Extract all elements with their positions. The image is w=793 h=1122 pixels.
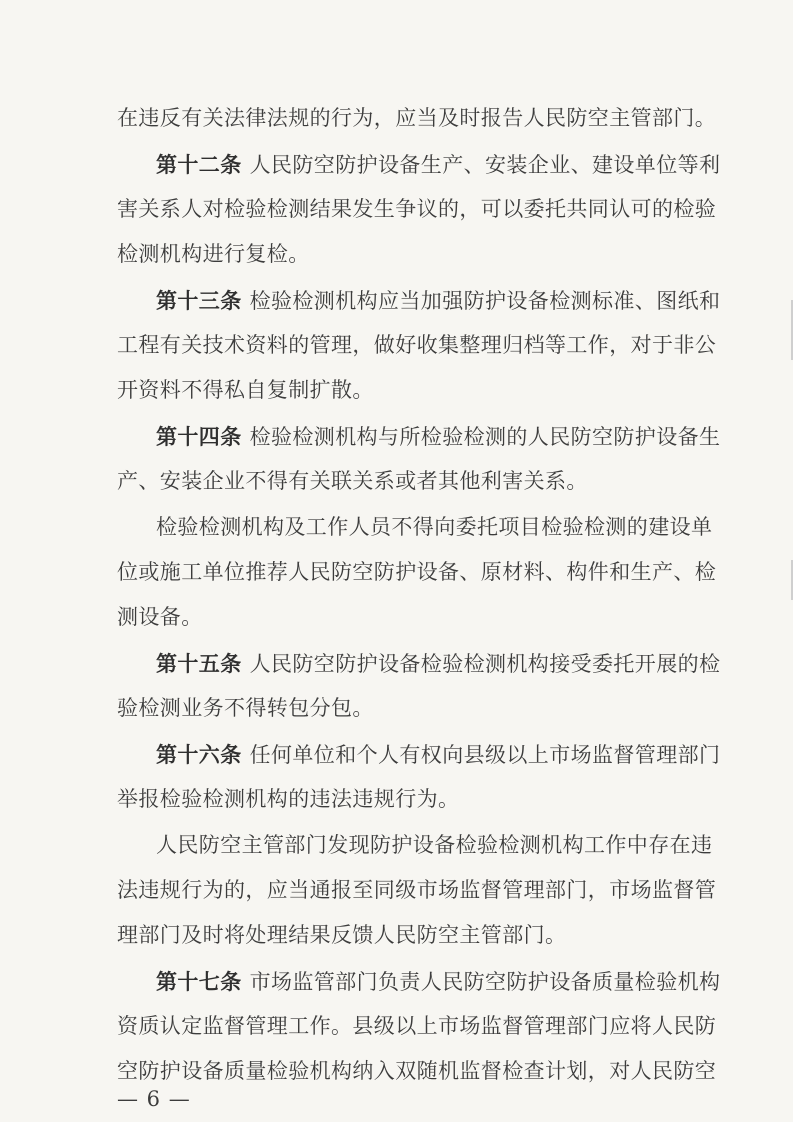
article-heading: 第十四条 <box>156 424 242 449</box>
text-line: 人民防空主管部门发现防护设备检验检测机构工作中存在违 <box>156 833 713 857</box>
text-line: 资质认定监督管理工作。县级以上市场监督管理部门应将人民防 <box>117 1014 717 1038</box>
article-16-line-1: 第十六条 任何单位和个人有权向县级以上市场监督管理部门 <box>156 742 721 767</box>
text-line: 检验检测机构及工作人员不得向委托项目检验检测的建设单 <box>156 515 713 539</box>
text-line: 位或施工单位推荐人民防空防护设备、原材料、构件和生产、检 <box>117 560 717 584</box>
text-line: 在违反有关法律法规的行为，应当及时报告人民防空主管部门。 <box>117 106 717 130</box>
article-14-line-1: 第十四条 检验检测机构与所检验检测的人民防空防护设备生 <box>156 424 721 449</box>
text-line: 理部门及时将处理结果反馈人民防空主管部门。 <box>117 923 567 947</box>
text-line: 测设备。 <box>117 605 203 629</box>
text-line: 举报检验检测机构的违法违规行为。 <box>117 787 460 811</box>
article-heading: 第十三条 <box>156 288 242 313</box>
text-line: 开资料不得私自复制扩散。 <box>117 378 374 402</box>
article-heading: 第十七条 <box>156 969 242 994</box>
text-line: 法违规行为的，应当通报至同级市场监督管理部门，市场监督管 <box>117 878 717 902</box>
article-17-line-1: 第十七条 市场监管部门负责人民防空防护设备质量检验机构 <box>156 969 721 994</box>
article-13-line-1: 第十三条 检验检测机构应当加强防护设备检测标准、图纸和 <box>156 288 721 313</box>
text-line: 害关系人对检验检测结果发生争议的，可以委托共同认可的检验 <box>117 197 717 221</box>
article-12-line-1: 第十二条 人民防空防护设备生产、安装企业、建设单位等利 <box>156 152 721 177</box>
text-line: 产、安装企业不得有关联关系或者其他利害关系。 <box>117 469 588 493</box>
article-heading: 第十五条 <box>156 651 242 676</box>
article-heading: 第十六条 <box>156 742 242 767</box>
text-line: 空防护设备质量检验机构纳入双随机监督检查计划，对人民防空 <box>117 1059 717 1083</box>
text-line: 检测机构进行复检。 <box>117 242 310 266</box>
text-line: 验检测业务不得转包分包。 <box>117 696 374 720</box>
text-line: 工程有关技术资料的管理，做好收集整理归档等工作，对于非公 <box>117 333 717 357</box>
article-15-line-1: 第十五条 人民防空防护设备检验检测机构接受委托开展的检 <box>156 651 721 676</box>
article-heading: 第十二条 <box>156 152 242 177</box>
page-number: — 6 — <box>117 1087 191 1111</box>
